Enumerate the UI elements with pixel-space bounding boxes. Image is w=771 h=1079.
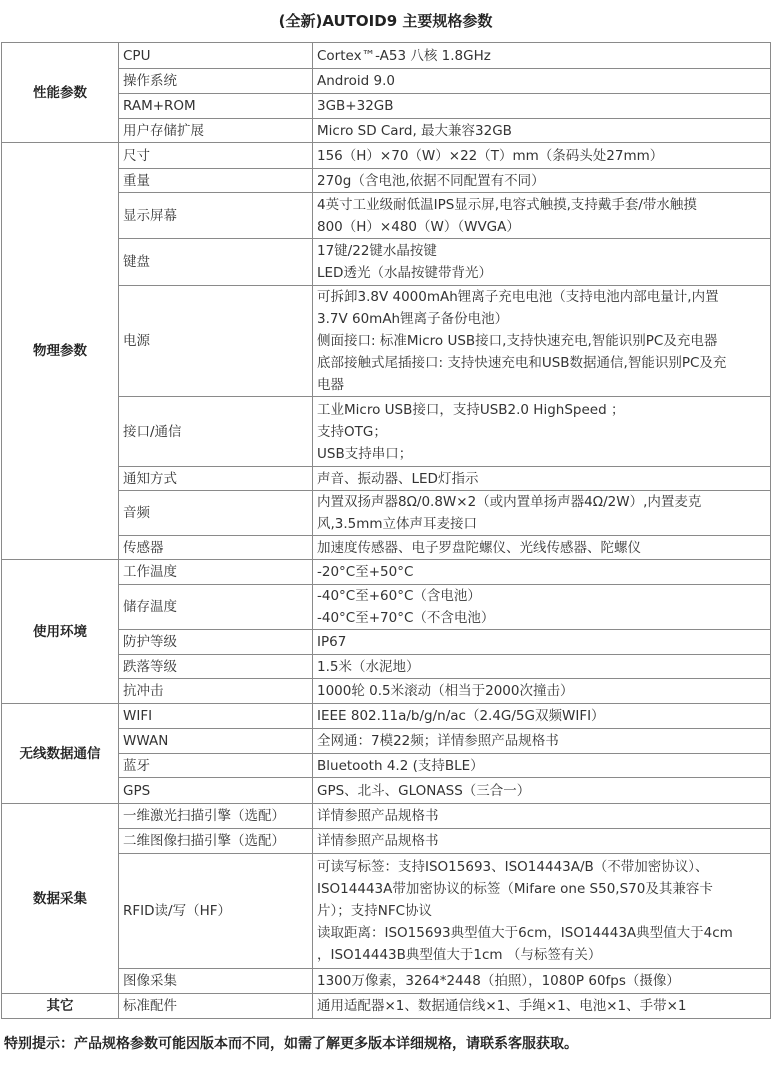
section-category: 性能参数 [2, 43, 119, 143]
section-category: 无线数据通信 [2, 704, 119, 804]
spec-label: 通知方式 [119, 467, 313, 491]
spec-row [2, 704, 771, 729]
spec-value-line: 800（H）×480（W）（WVGA） [317, 218, 520, 235]
spec-value-line: 支持OTG； [317, 423, 387, 440]
spec-value-line: 底部接触式尾插接口: 支持快速充电和USB数据通信,智能识别PC及充 [317, 355, 727, 371]
spec-label: 图像采集 [119, 969, 313, 994]
spec-label: 重量 [119, 169, 313, 193]
spec-value [313, 704, 771, 729]
spec-value [313, 397, 771, 467]
spec-value [313, 778, 771, 804]
spec-label: WIFI [119, 704, 313, 729]
spec-value-line: USB支持串口； [317, 445, 413, 462]
spec-label: 键盘 [119, 239, 313, 286]
spec-value [313, 193, 771, 239]
spec-label: RAM+ROM [119, 94, 313, 119]
spec-value [313, 239, 771, 286]
section-category: 物理参数 [2, 143, 119, 560]
spec-label: 尺寸 [119, 143, 313, 169]
spec-value [313, 43, 771, 69]
spec-value-line: 加速度传感器、电子罗盘陀螺仪、光线传感器、陀螺仪 [317, 539, 641, 556]
spec-value-line: 通用适配器×1、数据通信线×1、手绳×1、电池×1、手带×1 [317, 998, 687, 1014]
spec-value-line: 156（H）×70（W）×22（T）mm（条码头处27mm） [317, 147, 664, 164]
spec-value [313, 69, 771, 94]
spec-value [313, 804, 771, 829]
spec-label: 储存温度 [119, 585, 313, 630]
spec-label: 传感器 [119, 536, 313, 560]
spec-value [313, 679, 771, 704]
spec-value-line: 声音、振动器、LED灯指示 [317, 470, 479, 487]
spec-value-line: 3GB+32GB [317, 98, 394, 114]
spec-label: 跌落等级 [119, 655, 313, 679]
spec-row [2, 560, 771, 585]
spec-value-line: Bluetooth 4.2 (支持BLE） [317, 757, 484, 774]
spec-value-line: 电器 [317, 377, 344, 393]
spec-value [313, 585, 771, 630]
special-notice: 特别提示：产品规格参数可能因版本而不同，如需了解更多版本详细规格，请联系客服获取。 [4, 1036, 578, 1052]
spec-value-line: -40°C至+60°C（含电池） [317, 588, 481, 604]
spec-value-line: -40°C至+70°C（不含电池） [317, 610, 495, 626]
spec-label: 显示屏幕 [119, 193, 313, 239]
spec-value [313, 536, 771, 560]
spec-value [313, 286, 771, 397]
spec-label: 工作温度 [119, 560, 313, 585]
spec-value-line: 可读写标签：支持ISO15693、ISO14443A/B（不带加密协议）、 [317, 859, 709, 875]
spec-label: 二维图像扫描引擎（选配） [119, 829, 313, 854]
section-category: 使用环境 [2, 560, 119, 704]
spec-value-line: LED透光（水晶按键带背光） [317, 265, 492, 281]
spec-row [2, 43, 771, 69]
spec-label: 音频 [119, 491, 313, 536]
spec-value-line: ，ISO14443B典型值大于1cm （与标签有关） [317, 947, 602, 963]
section-category: 其它 [2, 994, 119, 1019]
spec-value-line: Cortex™-A53 八核 1.8GHz [317, 47, 491, 64]
spec-value-line: Android 9.0 [317, 73, 395, 89]
spec-value-line: Micro SD Card, 最大兼容32GB [317, 122, 512, 139]
spec-value-line: -20°C至+50°C [317, 564, 414, 580]
spec-label: 蓝牙 [119, 754, 313, 778]
section-category: 数据采集 [2, 804, 119, 994]
spec-value [313, 754, 771, 778]
spec-value-line: 4英寸工业级耐低温IPS显示屏,电容式触摸,支持戴手套/带水触摸 [317, 196, 697, 213]
spec-value [313, 729, 771, 754]
spec-label: 接口/通信 [119, 397, 313, 467]
spec-value-line: 风,3.5mm立体声耳麦接口 [317, 516, 478, 532]
spec-value [313, 829, 771, 854]
spec-value-line: ISO14443A带加密协议的标签（Mifare one S50,S70及其兼容卡 [317, 881, 713, 897]
spec-value-line: 270g（含电池,依据不同配置有不同） [317, 172, 545, 189]
spec-label: CPU [119, 43, 313, 69]
spec-value [313, 560, 771, 585]
spec-value [313, 119, 771, 143]
spec-label: 抗冲击 [119, 679, 313, 704]
spec-table [1, 42, 771, 1019]
spec-value [313, 94, 771, 119]
spec-row [2, 994, 771, 1019]
spec-value [313, 491, 771, 536]
spec-value [313, 143, 771, 169]
spec-label: 标准配件 [119, 994, 313, 1019]
spec-value [313, 630, 771, 655]
spec-value [313, 994, 771, 1019]
spec-value [313, 655, 771, 679]
spec-value-line: 详情参照产品规格书 [317, 808, 439, 824]
spec-value-line: 17键/22键水晶按键 [317, 243, 437, 259]
spec-label: 一维激光扫描引擎（选配） [119, 804, 313, 829]
spec-value-line: 1000轮 0.5米滚动（相当于2000次撞击） [317, 683, 574, 699]
spec-value [313, 969, 771, 994]
spec-value-line: 3.7V 60mAh锂离子备份电池） [317, 311, 509, 327]
spec-label: 防护等级 [119, 630, 313, 655]
spec-label: RFID读/写（HF） [119, 854, 313, 969]
spec-value-line: 1.5米（水泥地） [317, 658, 420, 675]
spec-value-line: 1300万像素，3264*2448（拍照），1080P 60fps（摄像） [317, 973, 680, 989]
spec-value-line: 可拆卸3.8V 4000mAh锂离子充电电池（支持电池内部电量计,内置 [317, 289, 719, 305]
spec-value-line: GPS、北斗、GLONASS（三合一） [317, 782, 531, 799]
spec-value-line: 工业Micro USB接口，支持USB2.0 HighSpeed ； [317, 401, 625, 418]
spec-value [313, 467, 771, 491]
spec-row [2, 804, 771, 829]
spec-label: 操作系统 [119, 69, 313, 94]
spec-value-line: 全网通：7模22频；详情参照产品规格书 [317, 733, 559, 749]
spec-value-line: 读取距离：ISO15693典型值大于6cm，ISO14443A典型值大于4cm [317, 925, 733, 941]
spec-value [313, 169, 771, 193]
spec-value-line: IP67 [317, 634, 347, 650]
spec-value-line: 内置双扬声器8Ω/0.8W×2（或内置单扬声器4Ω/2W）,内置麦克 [317, 494, 702, 510]
spec-label: 用户存储扩展 [119, 119, 313, 143]
spec-value-line: 片）；支持NFC协议 [317, 903, 433, 919]
spec-value-line: 侧面接口: 标准Micro USB接口,支持快速充电,智能识别PC及充电器 [317, 333, 718, 349]
spec-value-line: 详情参照产品规格书 [317, 833, 439, 849]
spec-value [313, 854, 771, 969]
spec-row [2, 143, 771, 169]
spec-label: WWAN [119, 729, 313, 754]
spec-label: 电源 [119, 286, 313, 397]
spec-value-line: IEEE 802.11a/b/g/n/ac（2.4G/5G双频WIFI） [317, 708, 605, 724]
spec-label: GPS [119, 778, 313, 804]
page-title: (全新)AUTOID9 主要规格参数 [278, 12, 493, 30]
